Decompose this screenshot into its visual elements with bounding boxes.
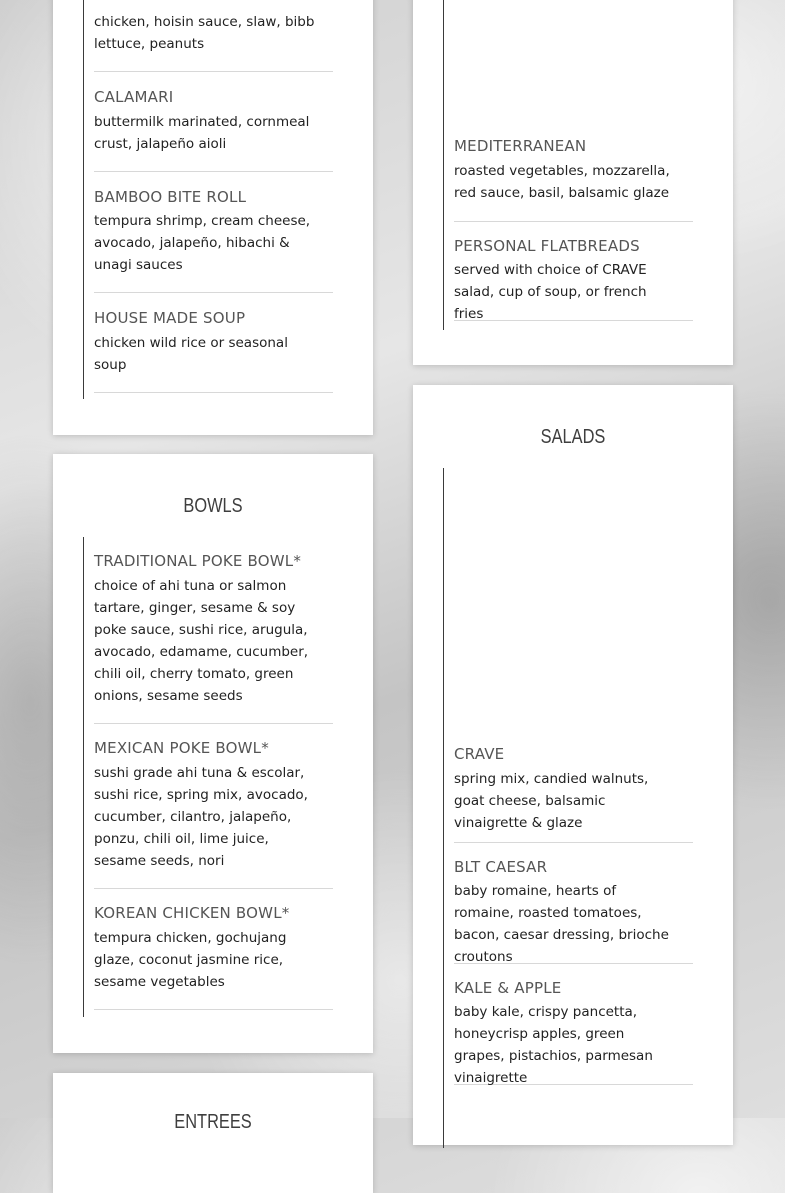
flatbreads-card <box>413 0 733 365</box>
item-name: TRADITIONAL POKE BOWL* <box>94 552 302 570</box>
menu-item <box>454 122 693 222</box>
entrees-card <box>53 1073 373 1193</box>
menu-item <box>454 964 693 1085</box>
item-name: BAMBOO BITE ROLL <box>94 188 247 206</box>
item-name: KALE & APPLE <box>454 979 562 997</box>
item-name: HOUSE MADE SOUP <box>94 309 246 327</box>
item-name: KOREAN CHICKEN BOWL* <box>94 904 290 922</box>
item-image-placeholder <box>454 0 693 122</box>
item-description: baby kale, crispy pancetta, honeycrisp apples, green grapes, pistachios, parmesan vinaigrette <box>454 1004 653 1086</box>
bowls-item-list <box>83 537 333 1017</box>
section-title: BOWLS <box>183 495 243 517</box>
salads-item-list <box>443 468 693 1148</box>
item-name: CRAVE <box>454 745 505 763</box>
bowls-card <box>53 454 373 1053</box>
item-description: tempura shrimp, cream cheese, avocado, jalapeño, hibachi & unagi sauces <box>94 213 311 273</box>
starters-item-list <box>83 0 333 399</box>
section-title: ENTREES <box>174 1111 252 1133</box>
item-image-placeholder <box>454 468 693 730</box>
item-description: sushi grade ahi tuna & escolar, sushi rice, spring mix, avocado, cucumber, cilantro, jalapeño, ponzu, chili oil, lime juice, sesame seeds, nori <box>94 765 308 869</box>
flatbreads-item-list <box>443 0 693 330</box>
item-description: buttermilk marinated, cornmeal crust, jalapeño aioli <box>94 114 310 152</box>
item-description: chicken, hoisin sauce, slaw, bibb lettuce, peanuts <box>94 14 315 52</box>
item-name: CALAMARI <box>94 88 174 106</box>
menu-item <box>454 730 693 843</box>
menu-item <box>94 889 333 1010</box>
item-name: MEDITERRANEAN <box>454 137 587 155</box>
item-description: baby romaine, hearts of romaine, roasted tomatoes, bacon, caesar dressing, brioche croutons <box>454 883 669 965</box>
item-description: roasted vegetables, mozzarella, red sauce, basil, balsamic glaze <box>454 163 670 201</box>
item-description: choice of ahi tuna or salmon tartare, ginger, sesame & soy poke sauce, sushi rice, arugula, avocado, edamame, cucumber, chili oil, cherry tomato, green onions, sesame seeds <box>94 578 309 704</box>
menu-item <box>94 172 333 293</box>
section-title: SALADS <box>540 426 606 448</box>
item-name: PERSONAL FLATBREADS <box>454 237 640 255</box>
menu-item <box>94 293 333 393</box>
menu-item <box>454 843 693 964</box>
menu-item <box>454 222 693 321</box>
menu-item <box>94 537 333 724</box>
item-name: MEXICAN POKE BOWL* <box>94 739 269 757</box>
salads-card <box>413 385 733 1145</box>
starters-card <box>53 0 373 435</box>
item-description: spring mix, candied walnuts, goat cheese, balsamic vinaigrette & glaze <box>454 771 649 831</box>
item-description: tempura chicken, gochujang glaze, coconut jasmine rice, sesame vegetables <box>94 930 287 990</box>
menu-item <box>94 724 333 889</box>
item-name <box>94 0 222 1</box>
menu-item <box>94 72 333 172</box>
item-name: BLT CAESAR <box>454 858 548 876</box>
item-description: chicken wild rice or seasonal soup <box>94 335 288 373</box>
item-description: served with choice of CRAVE salad, cup of soup, or french fries <box>454 262 647 322</box>
menu-item <box>94 0 333 72</box>
